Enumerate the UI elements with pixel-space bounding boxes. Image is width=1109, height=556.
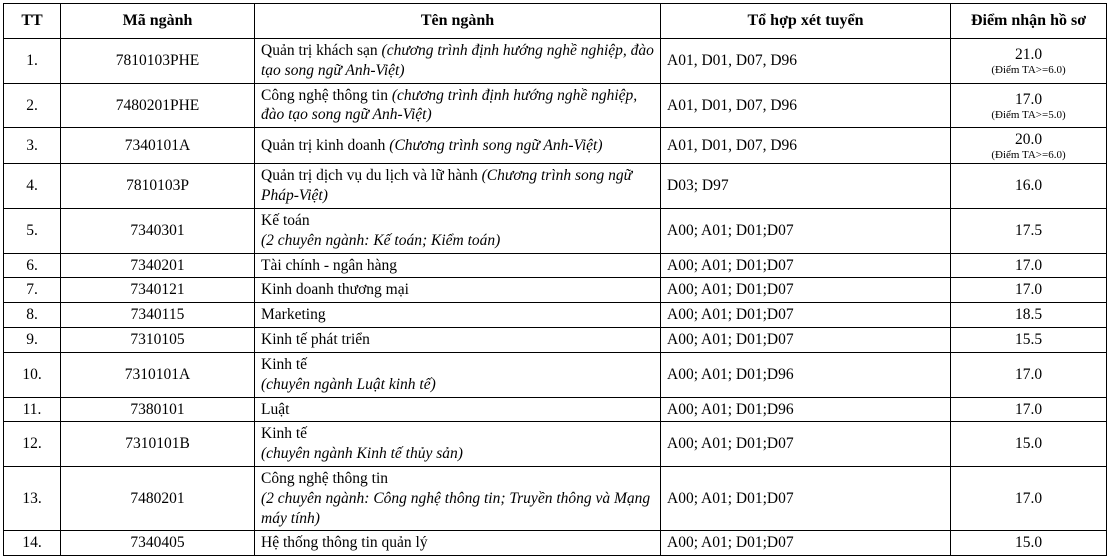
column-header-tt: TT xyxy=(4,4,61,39)
table-row xyxy=(4,303,1107,328)
cell-major-name xyxy=(255,208,661,253)
cell-tt: 4. xyxy=(4,164,61,209)
cell-major-name xyxy=(255,467,661,531)
score-value: 17.0 xyxy=(1014,400,1043,418)
score-value: 15.5 xyxy=(1014,331,1043,349)
score-value: 18.5 xyxy=(1014,306,1043,324)
cell-admission-score xyxy=(951,328,1107,353)
cell-admission-score xyxy=(951,253,1107,278)
major-name-text: Marketing xyxy=(261,306,326,324)
score-value: 15.0 xyxy=(1014,534,1043,552)
major-name-text: Kinh tế phát triển xyxy=(261,331,370,349)
cell-major-code: 7480201PHE xyxy=(61,83,255,128)
cell-major-name xyxy=(255,164,661,209)
cell-admission-score xyxy=(951,128,1107,164)
major-name-note: (chương trình định hướng nghề nghiệp, đào tạo song ngữ Anh-Việt) xyxy=(261,42,654,79)
score-value: 17.0 xyxy=(1014,489,1043,507)
cell-major-name xyxy=(255,352,661,397)
column-header-major-name: Tên ngành xyxy=(255,4,661,39)
score-value: 17.5 xyxy=(1014,221,1043,239)
major-name-text: Quản trị dịch vụ du lịch và lữ hành xyxy=(261,167,482,185)
cell-major-code: 7340101A xyxy=(61,128,255,164)
cell-major-name xyxy=(255,422,661,467)
major-name-text: Công nghệ thông tin xyxy=(261,86,392,104)
cell-tt: 9. xyxy=(4,328,61,353)
cell-tt: 8. xyxy=(4,303,61,328)
cell-tt: 7. xyxy=(4,278,61,303)
cell-admission-score xyxy=(951,39,1107,84)
cell-subject-combination: A00; A01; D01;D96 xyxy=(661,352,951,397)
cell-admission-score xyxy=(951,467,1107,531)
major-name-text: Quản trị kinh doanh xyxy=(261,136,390,154)
cell-major-code: 7310105 xyxy=(61,328,255,353)
major-name-text: Kinh tế xyxy=(261,425,308,443)
table-row xyxy=(4,278,1107,303)
cell-subject-combination: A00; A01; D01;D07 xyxy=(661,253,951,278)
major-name-text: Công nghệ thông tin xyxy=(261,470,389,487)
cell-major-name xyxy=(255,83,661,128)
major-name-text: Kế toán xyxy=(261,211,310,229)
cell-major-name xyxy=(255,328,661,353)
cell-tt: 3. xyxy=(4,128,61,164)
cell-admission-score xyxy=(951,422,1107,467)
table-row xyxy=(4,208,1107,253)
cell-subject-combination: A00; A01; D01;D07 xyxy=(661,303,951,328)
cell-tt: 11. xyxy=(4,397,61,422)
major-name-text: Hệ thống thông tin quản lý xyxy=(261,534,428,552)
table-row xyxy=(4,253,1107,278)
cell-tt: 1. xyxy=(4,39,61,84)
score-value: 21.0 xyxy=(1014,46,1043,64)
major-name-subnote: (2 chuyên ngành: Công nghệ thông tin; Truyền thông và Mạng máy tính) xyxy=(261,489,651,527)
major-name-text: Luật xyxy=(261,400,290,418)
table-header-row xyxy=(4,4,1107,39)
cell-major-name xyxy=(255,253,661,278)
cell-tt: 5. xyxy=(4,208,61,253)
table-row xyxy=(4,397,1107,422)
cell-major-name xyxy=(255,278,661,303)
cell-admission-score xyxy=(951,208,1107,253)
cell-admission-score xyxy=(951,278,1107,303)
column-header-admission-score: Điểm nhận hồ sơ xyxy=(951,4,1107,39)
major-name-note: (Chương trình song ngữ Anh-Việt) xyxy=(389,136,603,154)
cell-major-name xyxy=(255,303,661,328)
cell-tt: 14. xyxy=(4,531,61,556)
cell-tt: 6. xyxy=(4,253,61,278)
major-name-text: Tài chính - ngân hàng xyxy=(261,256,398,274)
score-value: 17.0 xyxy=(1014,256,1043,274)
score-value: 17.0 xyxy=(1014,281,1043,299)
cell-admission-score xyxy=(951,531,1107,556)
cell-tt: 12. xyxy=(4,422,61,467)
cell-tt: 2. xyxy=(4,83,61,128)
cell-subject-combination: A00; A01; D01;D07 xyxy=(661,531,951,556)
cell-major-code: 7340121 xyxy=(61,278,255,303)
cell-admission-score xyxy=(951,397,1107,422)
cell-major-code: 7340201 xyxy=(61,253,255,278)
cell-subject-combination: A00; A01; D01;D96 xyxy=(661,397,951,422)
cell-subject-combination: A01, D01, D07, D96 xyxy=(661,128,951,164)
cell-major-code: 7340115 xyxy=(61,303,255,328)
major-name-text: Kinh doanh thương mại xyxy=(261,281,409,299)
score-note: (Điểm TA>=6.0) xyxy=(991,149,1066,162)
score-note: (Điểm TA>=5.0) xyxy=(991,108,1066,121)
cell-major-code: 7380101 xyxy=(61,397,255,422)
cell-major-name xyxy=(255,128,661,164)
cell-subject-combination: A00; A01; D01;D07 xyxy=(661,467,951,531)
major-name-text: Kinh tế xyxy=(261,355,308,373)
cell-admission-score xyxy=(951,303,1107,328)
table-row xyxy=(4,128,1107,164)
cell-tt: 13. xyxy=(4,467,61,531)
cell-subject-combination: A00; A01; D01;D07 xyxy=(661,278,951,303)
cell-major-name xyxy=(255,397,661,422)
cell-major-code: 7340301 xyxy=(61,208,255,253)
cell-admission-score xyxy=(951,83,1107,128)
column-header-subject-combination: Tổ hợp xét tuyển xyxy=(661,4,951,39)
cell-admission-score xyxy=(951,352,1107,397)
cell-major-name xyxy=(255,531,661,556)
major-name-subnote: (chuyên ngành Luật kinh tế) xyxy=(261,375,436,393)
table-row xyxy=(4,467,1107,531)
table-row xyxy=(4,39,1107,84)
cell-major-name xyxy=(255,39,661,84)
cell-subject-combination: A00; A01; D01;D07 xyxy=(661,422,951,467)
score-value: 15.0 xyxy=(1014,435,1043,453)
score-value: 17.0 xyxy=(1014,91,1043,109)
cell-tt: 10. xyxy=(4,352,61,397)
major-name-subnote: (2 chuyên ngành: Kế toán; Kiểm toán) xyxy=(261,231,501,249)
table-row xyxy=(4,531,1107,556)
table-row xyxy=(4,164,1107,209)
cell-subject-combination: D03; D97 xyxy=(661,164,951,209)
cell-subject-combination: A00; A01; D01;D07 xyxy=(661,328,951,353)
score-value: 17.0 xyxy=(1014,365,1043,383)
table-row xyxy=(4,422,1107,467)
table-row xyxy=(4,328,1107,353)
score-value: 16.0 xyxy=(1014,177,1043,195)
cell-major-code: 7480201 xyxy=(61,467,255,531)
cell-major-code: 7810103P xyxy=(61,164,255,209)
cell-admission-score xyxy=(951,164,1107,209)
table-body xyxy=(4,39,1107,556)
major-name-note: (chương trình định hướng nghề nghiệp, đào tạo song ngữ Anh-Việt) xyxy=(261,86,638,124)
cell-subject-combination: A00; A01; D01;D07 xyxy=(661,208,951,253)
cell-subject-combination: A01, D01, D07, D96 xyxy=(661,39,951,84)
admissions-table xyxy=(3,3,1107,556)
score-note: (Điểm TA>=6.0) xyxy=(991,64,1066,77)
cell-major-code: 7340405 xyxy=(61,531,255,556)
cell-major-code: 7310101A xyxy=(61,352,255,397)
major-name-subnote: (chuyên ngành Kinh tế thủy sản) xyxy=(261,445,463,463)
table-row xyxy=(4,352,1107,397)
score-value: 20.0 xyxy=(1014,131,1043,149)
major-name-note: (Chương trình song ngữ Pháp-Việt) xyxy=(261,167,633,205)
table-row xyxy=(4,83,1107,128)
cell-major-code: 7810103PHE xyxy=(61,39,255,84)
column-header-major-code: Mã ngành xyxy=(61,4,255,39)
cell-major-code: 7310101B xyxy=(61,422,255,467)
cell-subject-combination: A01, D01, D07, D96 xyxy=(661,83,951,128)
major-name-text: Quản trị khách sạn xyxy=(261,42,382,59)
